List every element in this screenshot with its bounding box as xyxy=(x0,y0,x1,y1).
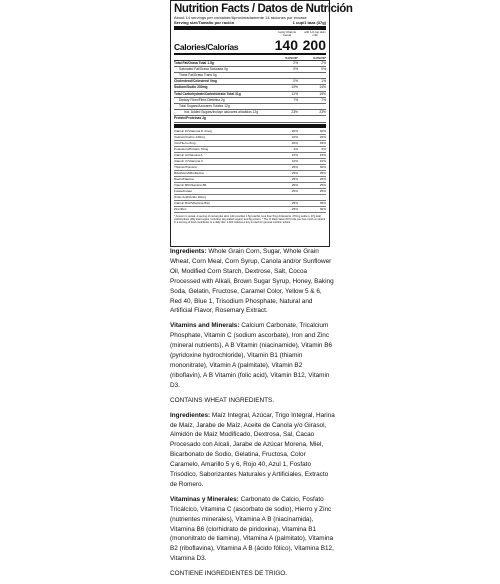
dv-with-milk: 30% xyxy=(319,164,326,169)
column-cereal: Lucky Charms Cereal xyxy=(278,30,296,38)
dv-with-milk: 15% xyxy=(319,91,326,96)
dv-with-milk: 35% xyxy=(319,170,326,175)
row-name: Total Fat/Grasa Total 1.5g xyxy=(174,60,214,65)
serving-size-value: 1 cup/1 taza (37g) xyxy=(292,20,326,25)
ingredients-section xyxy=(170,247,335,584)
dv-with-milk: 25% xyxy=(319,182,326,187)
servings-per-container: About 14 servings per container/Aproximadamente 14 raciones por envase xyxy=(174,15,307,20)
dv-cereal: 2% xyxy=(293,146,298,151)
calories-row xyxy=(174,38,326,52)
row-name: Potassium/Potasio 70mg xyxy=(174,146,209,151)
row-name: Riboflavin/Riboflavina xyxy=(174,170,204,175)
ingredients-es xyxy=(170,411,335,490)
dv-cereal xyxy=(276,73,298,78)
vitamin-row xyxy=(174,207,326,213)
dv-cereal: 25% xyxy=(291,182,298,187)
row-name: Vitamin D/Vitamina D 4mcg xyxy=(174,128,212,133)
vitamins-minerals-en-label: Vitamins and Minerals: xyxy=(170,322,240,330)
nutrition-facts-panel xyxy=(170,0,353,247)
dv-cereal xyxy=(276,116,298,121)
footnote: * Amount in cereal. A serving of cereal plus skim milk provides 1.5g total fat, less than 5mg cholesterol, 270mg sodium, 37g total carbohydrate (18g total sugars, including 12g added sugars) and 6g protein. * The % Daily Value (DV) tells you how much a nutrient in a serving of food contributes to a daily diet. 2,000 calories a day is used for general nutrition advice. xyxy=(174,214,326,225)
dv-cereal: 20% xyxy=(291,128,298,133)
column-with-milk: with 1/2 cup skim milk xyxy=(304,30,326,38)
ingredients-es-text: Maíz Integral, Azúcar, Trigo Integral, Harina de Maíz, Jarabe de Maíz, Aceite de Canola y/o Girasol, Almidón de Maíz Modificado, Dextrosa, Sal, Cacao Procesado con Alcali, Jarabe de Azúcar Morena, Miel, Bicarbonato de Sodio, Gelatina, Fructosa, Color Caramelo, Amarillo 5 y 6, Rojo 40, Azul 1, Fosfato Trisódico, Saborizantes Naturales y Artificiales, Extracto de Romero. xyxy=(170,411,335,488)
row-name: Sodium/Sodio 230mg xyxy=(174,85,208,90)
calories-cereal: 140 xyxy=(274,36,298,53)
dv-cereal: 25% xyxy=(291,200,298,205)
ingredients-en-text: Whole Grain Corn, Sugar, Whole Grain Wheat, Corn Meal, Corn Syrup, Canola and/or Sunflower Oil, Modified Corn Starch, Dextrose, Salt, Cocoa Processed with Alkali, Brown Sugar Syrup, Honey, Baking Soda, Gelatin, Fructose, Caramel Color, Yellow 5 & 6, Red 40, Blue 1, Trisodium Phosphate, Natural and Artificial Flavor, Rosemary Extract. xyxy=(170,248,334,315)
row-name: Calcium/Calcio 130mg xyxy=(174,134,205,139)
dv-with-milk: 45% xyxy=(319,140,326,145)
dv-with-milk: 14% xyxy=(319,85,326,90)
dv-header-milk: % DV/VD* xyxy=(313,55,326,60)
dv-cereal: 11% xyxy=(291,91,298,96)
nutrient-list xyxy=(174,61,326,123)
row-name: Protein/Proteínas 2g xyxy=(174,116,207,121)
dv-cereal: 10% xyxy=(291,158,298,163)
row-name: Trans Fat/Grasa Trans 0g xyxy=(179,73,217,77)
dv-cereal: 10% xyxy=(291,85,298,90)
row-name: Total Carbohydrate/Carbohidrato Total 31g xyxy=(174,91,241,96)
dv-cereal xyxy=(276,104,298,109)
divider-medium xyxy=(174,53,326,55)
allergen-es: CONTIENE INGREDIENTES DE TRIGO. xyxy=(170,570,288,578)
dv-with-milk xyxy=(304,116,326,121)
dv-with-milk xyxy=(304,104,326,109)
dv-with-milk: 30% xyxy=(319,206,326,211)
dv-with-milk: 10% xyxy=(319,158,326,163)
dv-with-milk: 2% xyxy=(321,60,326,65)
calories-with-milk: 200 xyxy=(302,36,326,53)
ingredients-es-label: Ingredientes: xyxy=(170,411,211,419)
dv-cereal: 2% xyxy=(293,60,298,65)
row-name: Zinc/Zinc xyxy=(174,206,187,211)
dv-with-milk: 30% xyxy=(319,128,326,133)
dv-cereal: 10% xyxy=(291,152,298,157)
row-name: Vitamin B12/Vitamina B12 xyxy=(174,200,210,205)
dv-with-milk: 6% xyxy=(321,146,326,151)
nutrient-row xyxy=(174,116,326,122)
dv-cereal: 45% xyxy=(291,140,298,145)
calories-label: Calories/Calorías xyxy=(174,41,239,52)
dv-cereal: 7% xyxy=(293,97,298,102)
dv-cereal: 0% xyxy=(293,79,298,84)
dv-cereal: 25% xyxy=(291,170,298,175)
row-name: Total Sugars/Azúcares Totales 12g xyxy=(179,104,230,109)
dv-with-milk: 35% xyxy=(319,200,326,205)
dv-cereal: 0% xyxy=(293,66,298,71)
vitamins-minerals-en-text: Calcium Carbonate, Tricalcium Phosphate, Vitamin C (sodium ascorbate), Iron and Zinc (mineral nutrients), A B Vitamin (niacinamide), Vitamin B6 (pyridoxine hydrochloride), Vitamin B1 (thiamin mononitrate), Vitamin A (palmitate), Vitamin B2 (riboflavin), A B Vitamin (folic acid), Vitamin B12, Vitamin D3. xyxy=(170,322,333,389)
dv-with-milk: 25% xyxy=(319,176,326,181)
dv-with-milk xyxy=(304,73,326,78)
row-name: Cholesterol/Colesterol 0mg xyxy=(174,79,217,84)
row-name: Vitamin C/Vitamina C xyxy=(174,158,204,163)
dv-with-milk: 0% xyxy=(321,66,326,71)
dv-with-milk: 1% xyxy=(321,79,326,84)
row-name: (Folic Acid/Ácido fólico) xyxy=(174,194,206,199)
row-name: Incl. Added Sugars/Incluye azúcares añadidos 12g xyxy=(184,110,259,115)
row-name: Thiamin/Tiamina xyxy=(174,164,197,169)
dv-cereal: 23% xyxy=(291,110,298,115)
nutrition-title: Nutrition Facts / Datos de Nutrición xyxy=(174,3,353,15)
vitamins-minerals-es-text: Carbonato de Calcio, Fosfato Tricálcico, Vitamina C (ascorbato de sodio), Hierro y Zinc (nutrientes minerales), Vitamina A B (niacinamida), Vitamina B6 (clorhidrato de piridoxina), Vitamina B1 (mononitrato de tiamina), Vitamina A (palmitato), Vitamina B2 (riboflavina), Vitamina A B (ácido fólico), Vitamina B12, Vitamina D3. xyxy=(170,495,334,563)
dv-header-cereal: % DV/VD* xyxy=(285,55,298,60)
vitamin-list xyxy=(174,129,326,213)
vitamins-minerals-en xyxy=(170,321,335,390)
row-name: Saturated Fat/Grasa Saturada 0g xyxy=(179,66,228,71)
dv-cereal: 10% xyxy=(291,134,298,139)
divider-thick xyxy=(174,26,326,30)
vitamins-minerals-es xyxy=(170,495,335,564)
row-name: Vitamin A/Vitamina A xyxy=(174,152,203,157)
divider-thick xyxy=(174,124,326,128)
allergen-en: CONTAINS WHEAT INGREDIENTS. xyxy=(170,396,275,404)
dv-with-milk: 23% xyxy=(319,110,326,115)
vitamins-minerals-es-label: Vitaminas y Minerales: xyxy=(170,495,239,503)
row-name: Niacin/Niacina xyxy=(174,176,194,181)
serving-size-row xyxy=(174,20,326,25)
dv-with-milk xyxy=(304,195,326,200)
dv-with-milk: 25% xyxy=(319,188,326,193)
serving-size-label: Serving size/Tamaño por ración xyxy=(174,20,235,25)
dv-cereal: 25% xyxy=(291,164,298,169)
row-name: Dietary Fiber/Fibra Dietética 2g xyxy=(179,97,225,102)
ingredients-en-label: Ingredients: xyxy=(170,248,207,255)
row-name: Folate/Folato xyxy=(174,188,193,193)
ingredients-en xyxy=(170,247,335,316)
row-name: Vitamin B6/Vitamina B6 xyxy=(174,182,207,187)
dv-with-milk: 15% xyxy=(319,152,326,157)
dv-with-milk: 20% xyxy=(319,134,326,139)
dv-cereal: 25% xyxy=(291,176,298,181)
dv-cereal: 25% xyxy=(291,188,298,193)
dv-cereal: 25% xyxy=(291,206,298,211)
dv-cereal xyxy=(276,195,298,200)
row-name: Iron/Hierro 8mg xyxy=(174,140,196,145)
dv-with-milk: 7% xyxy=(321,97,326,102)
